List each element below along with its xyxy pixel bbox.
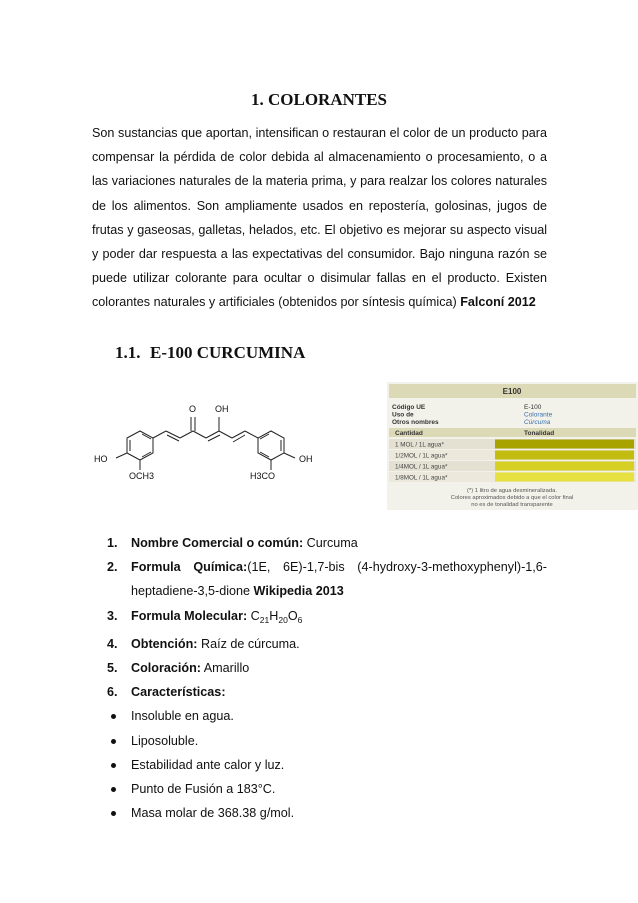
row-label-otros: Otros nombres <box>392 419 439 426</box>
item-label: Obtención: <box>131 636 198 651</box>
bullet-dot <box>111 714 116 719</box>
item-number: 4. <box>107 636 118 651</box>
tonality-swatch <box>495 451 634 460</box>
list-item-obtencion <box>107 632 547 656</box>
section-title <box>115 343 305 363</box>
bullet-dot <box>111 787 116 792</box>
item-label: Formula Química: <box>131 560 248 575</box>
list-item-caracteristicas <box>107 680 547 704</box>
section-number: 1.1. <box>115 343 141 362</box>
bullet-text: Masa molar de 368.38 g/mol. <box>131 806 295 821</box>
list-item-coloracion <box>107 656 547 680</box>
row-label-codigo: Código UE <box>392 404 426 411</box>
bullet-text: Estabilidad ante calor y luz. <box>131 757 285 772</box>
qty-header: Cantidad <box>395 430 423 437</box>
item-label: Coloración: <box>131 661 201 676</box>
item-value: Amarillo <box>200 661 250 676</box>
label-right-h3co: H3CO <box>250 471 276 481</box>
item-value: Curcuma <box>303 536 358 550</box>
item-number: 2. <box>107 560 118 575</box>
bullet-item <box>107 777 547 801</box>
section-title-text: E-100 CURCUMINA <box>150 343 306 362</box>
quantity-label: 1/4MOL / 1L agua* <box>395 463 448 471</box>
table-note-3: no es de tonalidad transparente <box>471 502 553 508</box>
item-number: 6. <box>107 685 118 700</box>
formula-citation: Wikipedia 2013 <box>253 584 344 599</box>
item-value: (1E, 6E)-1,7-bis (4-hydroxy-3-methoxyphenyl)-1,6- <box>247 560 547 575</box>
row-label-uso: Uso de <box>392 411 414 419</box>
bullet-dot <box>111 763 116 768</box>
quantity-label: 1/8MOL / 1L agua* <box>395 474 448 482</box>
table-note-1: (*) 1 litro de agua desmineralizada. <box>467 488 557 494</box>
label-left-ho: HO <box>94 454 108 464</box>
bullet-item <box>107 801 547 825</box>
left-benzene-ring <box>127 431 153 460</box>
tonality-swatch <box>495 440 634 449</box>
properties-list <box>107 531 547 825</box>
bullet-item <box>107 729 547 753</box>
item-label: Características: <box>131 685 226 700</box>
bullet-item <box>107 753 547 777</box>
formula-line-1 <box>131 555 547 579</box>
label-right-oh: OH <box>299 454 313 464</box>
formula-h: H <box>269 608 279 623</box>
formula-o: O <box>287 608 298 623</box>
formula-c-sub: 21 <box>259 614 270 625</box>
tone-header: Tonalidad <box>524 430 555 437</box>
label-left-och3: OCH3 <box>129 471 155 481</box>
list-item-formula <box>107 555 547 603</box>
item-number: 3. <box>107 608 118 623</box>
bullet-text: Punto de Fusión a 183°C. <box>131 782 276 797</box>
intro-citation: Falconí 2012 <box>460 295 536 310</box>
row-value-uso: Colorante <box>524 411 553 419</box>
table-note-2: Colores aproximados debido a que el color final <box>450 495 574 501</box>
quantity-label: 1/2MOL / 1L agua* <box>395 452 448 460</box>
quantity-label: 1 MOL / 1L agua* <box>395 441 444 449</box>
bullet-dot <box>111 739 116 744</box>
item-number: 1. <box>107 536 118 550</box>
intro-text: Son sustancias que aportan, intensifican o restauran el color de un producto para compensar la pérdida de color debida al almacenamiento o procesamiento, o a las variaciones naturales de la materia prima, y para realzar los colores naturales de los alimentos. Son ampliamente usados en repostería, golosinas, jugos de frutas y gaseosas, galletas, helados, etc. El objetivo es mejorar su aspecto visual y poder dar respuesta a las expectativas del consumidor. Bajo ninguna razón se puede utilizar colorante para ocultar o disimular fallas en el producto. Existen colorantes naturales y artificiales (obtenidos por síntesis química) <box>92 126 547 310</box>
intro-paragraph <box>92 121 547 315</box>
bullet-dot <box>111 811 116 816</box>
bullet-text: Liposoluble. <box>131 733 199 748</box>
item-label: Formula Molecular: <box>131 608 248 623</box>
table-header: E100 <box>502 387 522 396</box>
formula-h-sub: 20 <box>278 614 288 625</box>
item-label: Nombre Comercial o común: <box>131 536 304 550</box>
row-value-codigo: E-100 <box>524 404 542 411</box>
tonality-swatch <box>495 473 634 482</box>
bullet-item <box>107 704 547 728</box>
item-number: 5. <box>107 661 118 676</box>
formula-line-2: heptadiene-3,5-dione <box>131 584 254 599</box>
bullet-text: Insoluble en agua. <box>131 709 234 724</box>
label-enol-oh: OH <box>215 404 229 414</box>
label-ketone-o: O <box>189 404 197 414</box>
page-title: 1. COLORANTES <box>250 90 388 109</box>
tonality-swatch <box>495 462 634 471</box>
row-value-otros: Cúrcuma <box>524 419 551 426</box>
list-item-nombre <box>107 531 547 555</box>
curcumin-structure-diagram <box>92 398 324 506</box>
list-item-formula-molecular <box>107 604 547 632</box>
item-value: Raíz de cúrcuma. <box>197 636 300 651</box>
formula-c: C <box>247 608 260 623</box>
formula-o-sub: 6 <box>297 614 303 625</box>
right-benzene-ring <box>258 431 284 460</box>
e100-info-table <box>387 382 638 510</box>
